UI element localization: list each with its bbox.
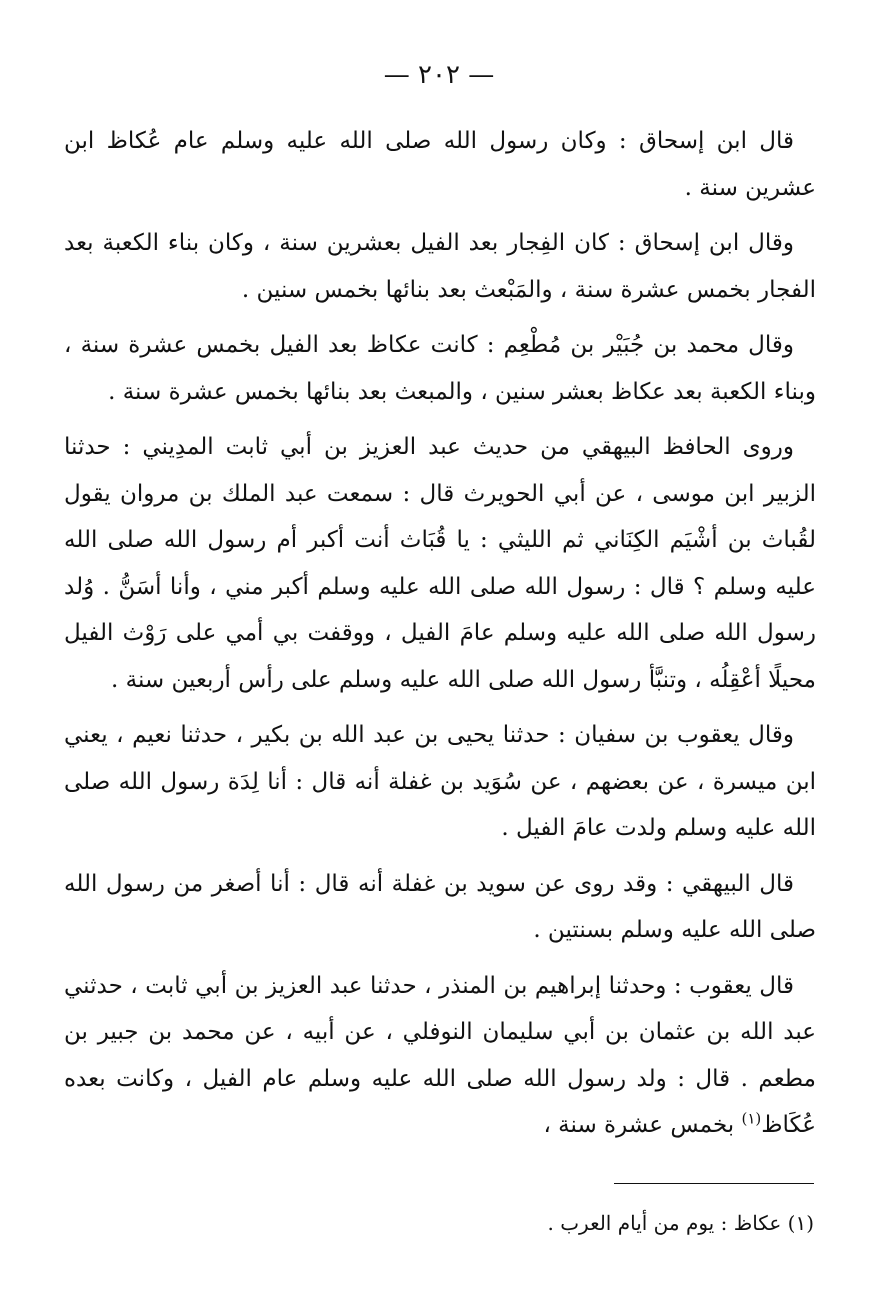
paragraph: قال البيهقي : وقد روى عن سويد بن غفلة أنه قال : أنا أصغر من رسول الله صلى الله عليه وسلم بسنتين .: [64, 870, 816, 943]
footnote: (١) عكاظ : يوم من أيام العرب .: [547, 1211, 814, 1235]
footnote-reference: (١): [741, 1109, 762, 1128]
paragraph-last-text: قال يعقوب : وحدثنا إبراهيم بن المنذر ، حدثنا عبد العزيز بن أبي ثابت ، حدثني عبد الله بن عثمان بن أبي سليمان النوفلي ، عن أبيه ، عن محمد بن جبير بن مطعم . قال : ولد رسول الله صلى الله عليه وسلم عام الفيل ، وكانت بعده عُكَاظ: [64, 972, 816, 1138]
body-text: [64, 118, 816, 1158]
paragraph: وقال محمد بن جُبَيْر بن مُطْعِم : كانت عكاظ بعد الفيل بخمس عشرة سنة ، وبناء الكعبة بعد عكاظ بعشر سنين ، والمبعث بعد بنائها بخمس عشرة سنة .: [64, 332, 816, 405]
paragraph: وقال ابن إسحاق : كان الفِجار بعد الفيل بعشرين سنة ، وكان بناء الكعبة بعد الفجار بخمس عشرة سنة ، والمَبْعث بعد بنائها بخمس سنين .: [64, 230, 816, 303]
page-number: — ٢٠٢ —: [383, 60, 495, 90]
paragraph: وقال يعقوب بن سفيان : حدثنا يحيى بن عبد الله بن بكير ، حدثنا نعيم ، يعني ابن ميسرة ، عن بعضهم ، عن سُوَيد بن غفلة أنه قال : أنا لِدَة رسول الله صلى الله عليه وسلم ولدت عامَ الفيل .: [64, 722, 816, 841]
footnote-divider: [614, 1183, 814, 1184]
paragraph-last: [64, 963, 816, 1149]
paragraph-last-tail: بخمس عشرة سنة ،: [543, 1112, 742, 1138]
paragraph: وروى الحافظ البيهقي من حديث عبد العزيز بن أبي ثابت المدِيني : حدثنا الزبير ابن موسى ، عن أبي الحويرث قال : سمعت عبد الملك بن مروان يقول لقُباث بن أشْيَم الكِنَاني ثم الليثي : يا قُبَاث أنت أكبر أم رسول الله صلى الله عليه وسلم ؟ قال : رسول الله صلى الله عليه وسلم أكبر مني ، وأنا أسَنُّ . وُلد رسول الله صلى الله عليه وسلم عامَ الفيل ، ووقفت بي أمي على رَوْث الفيل محيلًا أعْقِلُه ، وتنبَّأ رسول الله صلى الله عليه وسلم على رأس أربعين سنة .: [64, 434, 816, 693]
paragraph: قال ابن إسحاق : وكان رسول الله صلى الله عليه وسلم عام عُكاظ ابن عشرين سنة .: [64, 128, 816, 201]
